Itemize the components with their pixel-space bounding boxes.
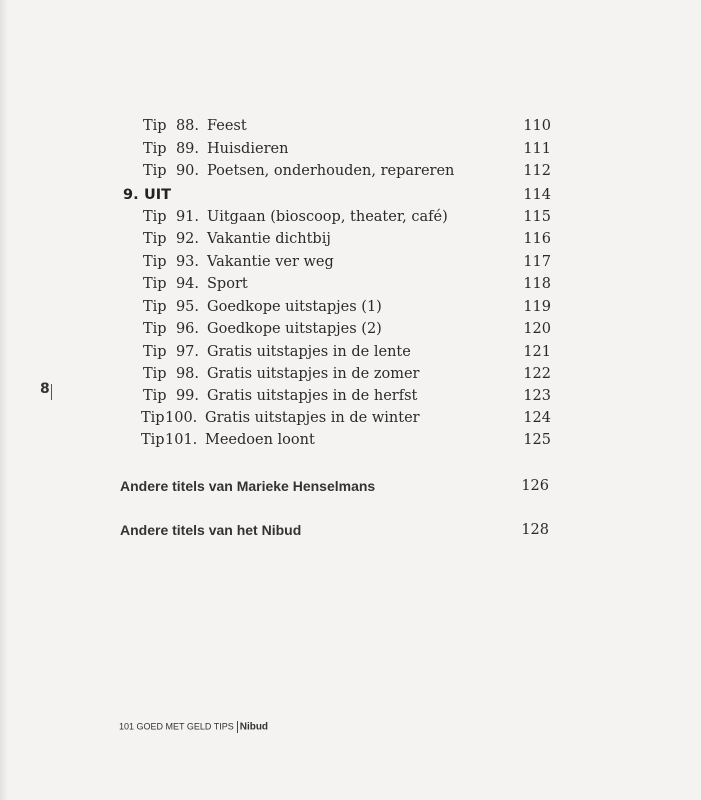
extra-page: 128 bbox=[521, 522, 549, 538]
tip-label: Tip bbox=[141, 410, 165, 426]
tip-number: 91. bbox=[175, 209, 199, 225]
tip-page: 115 bbox=[523, 209, 551, 225]
tip-title: Poetsen, onderhouden, repareren bbox=[207, 163, 455, 179]
tip-label: Tip bbox=[143, 254, 167, 270]
toc-extra-entry bbox=[0, 518, 701, 542]
tip-label: Tip bbox=[143, 299, 167, 315]
tip-title: Goedkope uitstapjes (1) bbox=[207, 299, 382, 315]
tip-page: 120 bbox=[523, 321, 551, 337]
tip-label: Tip bbox=[143, 118, 167, 134]
tip-page: 111 bbox=[523, 141, 551, 157]
footer-divider bbox=[237, 721, 238, 733]
tip-page: 118 bbox=[523, 276, 551, 292]
tip-title: Sport bbox=[207, 276, 248, 292]
tip-label: Tip bbox=[143, 344, 167, 360]
toc-entry bbox=[0, 341, 701, 363]
tip-page: 121 bbox=[523, 344, 551, 360]
tip-page: 122 bbox=[523, 366, 551, 382]
tip-number: 92. bbox=[175, 231, 199, 247]
toc-entry bbox=[0, 273, 701, 295]
tip-page: 117 bbox=[523, 254, 551, 270]
tip-title: Gratis uitstapjes in de herfst bbox=[207, 388, 418, 404]
footer-brand: Nibud bbox=[239, 721, 269, 733]
chapter-heading bbox=[0, 183, 701, 207]
tip-title: Gratis uitstapjes in de lente bbox=[207, 344, 411, 360]
tip-number: 97. bbox=[175, 344, 199, 360]
tip-label: Tip bbox=[143, 141, 167, 157]
tip-number: 88. bbox=[175, 118, 199, 134]
chapter-page: 114 bbox=[523, 187, 551, 203]
extra-page: 126 bbox=[521, 478, 549, 494]
tip-number: 89. bbox=[175, 141, 199, 157]
tip-title: Feest bbox=[207, 118, 247, 134]
tip-page: 124 bbox=[523, 410, 551, 426]
toc-entry bbox=[0, 363, 701, 385]
toc-entry bbox=[0, 407, 701, 429]
tip-title: Gratis uitstapjes in de zomer bbox=[207, 366, 420, 382]
chapter-number: 9. bbox=[123, 187, 139, 203]
toc-entry bbox=[0, 385, 701, 407]
tip-number: 100. bbox=[165, 410, 198, 426]
tip-label: Tip bbox=[143, 209, 167, 225]
toc-entry bbox=[0, 160, 701, 182]
toc-entry bbox=[0, 429, 701, 451]
toc-entry bbox=[0, 206, 701, 228]
chapter-title: UIT bbox=[144, 187, 172, 203]
toc-extra-entry bbox=[0, 474, 701, 498]
toc-entry bbox=[0, 115, 701, 137]
page-number: 8 bbox=[40, 381, 50, 397]
tip-page: 116 bbox=[523, 231, 551, 247]
tip-number: 101. bbox=[165, 432, 198, 448]
tip-number: 96. bbox=[175, 321, 199, 337]
tip-page: 110 bbox=[523, 118, 551, 134]
tip-page: 123 bbox=[523, 388, 551, 404]
toc-entry bbox=[0, 138, 701, 160]
tip-label: Tip bbox=[143, 163, 167, 179]
tip-title: Meedoen loont bbox=[205, 432, 315, 448]
toc-entry bbox=[0, 296, 701, 318]
tip-title: Uitgaan (bioscoop, theater, café) bbox=[207, 209, 448, 225]
tip-label: Tip bbox=[143, 321, 167, 337]
tip-page: 112 bbox=[523, 163, 551, 179]
tip-title: Vakantie ver weg bbox=[207, 254, 334, 270]
tip-number: 93. bbox=[175, 254, 199, 270]
extra-title: Andere titels van Marieke Henselmans bbox=[120, 478, 376, 494]
tip-number: 98. bbox=[175, 366, 199, 382]
tip-label: Tip bbox=[143, 388, 167, 404]
tip-title: Gratis uitstapjes in de winter bbox=[205, 410, 420, 426]
running-footer bbox=[119, 721, 268, 733]
tip-page: 125 bbox=[523, 432, 551, 448]
tip-page: 119 bbox=[523, 299, 551, 315]
tip-number: 90. bbox=[175, 163, 199, 179]
tip-title: Goedkope uitstapjes (2) bbox=[207, 321, 382, 337]
tip-label: Tip bbox=[143, 276, 167, 292]
toc-entry bbox=[0, 228, 701, 250]
tip-label: Tip bbox=[143, 231, 167, 247]
tip-label: Tip bbox=[141, 432, 165, 448]
toc-entry bbox=[0, 251, 701, 273]
tip-number: 94. bbox=[175, 276, 199, 292]
tip-label: Tip bbox=[143, 366, 167, 382]
tip-number: 99. bbox=[175, 388, 199, 404]
tip-title: Vakantie dichtbij bbox=[207, 231, 331, 247]
page-number-divider bbox=[51, 384, 52, 400]
toc-entry bbox=[0, 318, 701, 340]
footer-series-title: 101 GOED MET GELD TIPS bbox=[119, 721, 234, 732]
tip-number: 95. bbox=[175, 299, 199, 315]
tip-title: Huisdieren bbox=[207, 141, 289, 157]
extra-title: Andere titels van het Nibud bbox=[120, 522, 302, 538]
